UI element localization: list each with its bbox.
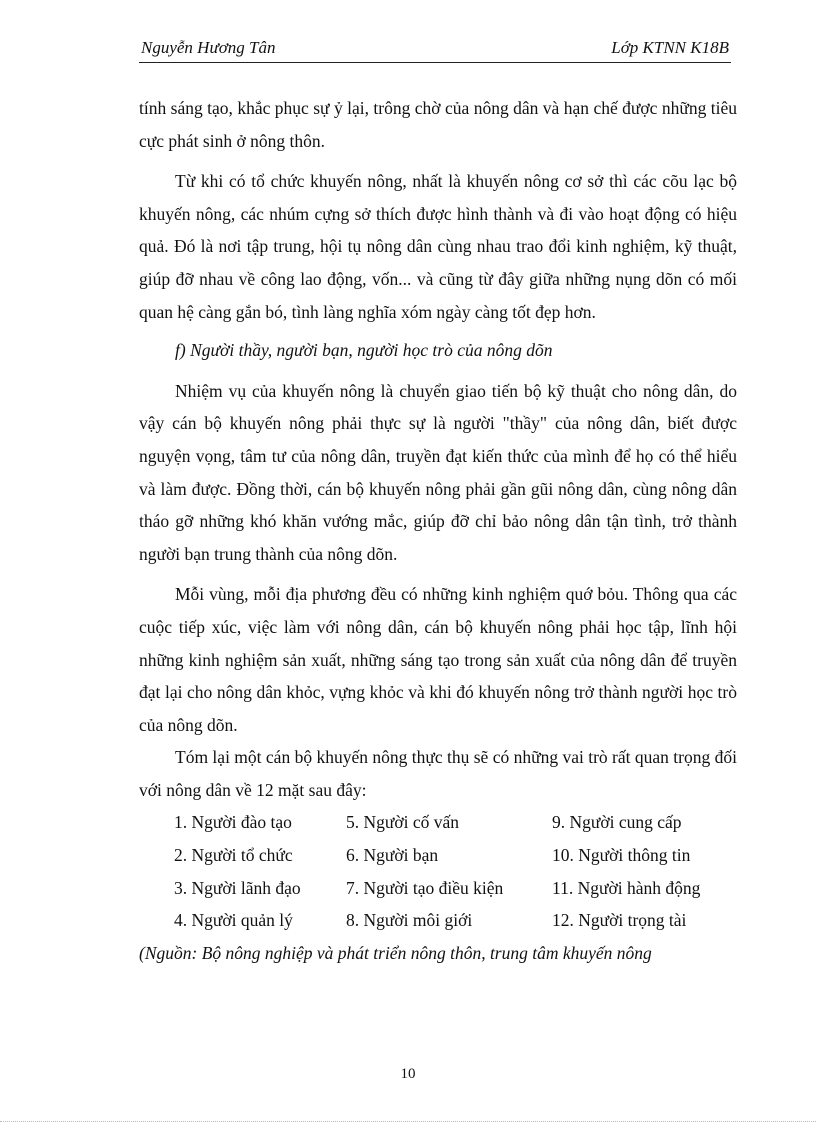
header-author: Nguyễn Hương Tân (141, 38, 276, 57)
role-item: 4. Người quản lý (174, 910, 293, 931)
role-item: 9. Người cung cấp (552, 812, 682, 833)
roles-row (174, 872, 737, 905)
roles-list (174, 806, 737, 936)
role-item: 10. Người thông tin (552, 845, 691, 866)
paragraph-1: tính sáng tạo, khắc phục sự ỷ lại, trông chờ của nông dân và hạn chế được những tiêu cực phát sinh ở nông thôn. (139, 98, 737, 151)
roles-row (174, 904, 737, 937)
role-item: 1. Người đào tạo (174, 812, 292, 833)
section-subheading: f) Người thầy, người bạn, người học trò của nông dõn (175, 340, 553, 361)
role-item: 6. Người bạn (346, 845, 439, 866)
role-item: 12. Người trọng tài (552, 910, 687, 931)
page-number: 10 (400, 1066, 416, 1082)
roles-row (174, 839, 737, 872)
document-body (139, 92, 737, 969)
role-item: 3. Người lãnh đạo (174, 877, 301, 898)
role-item: 5. Người cố vấn (346, 812, 460, 833)
page-header (139, 38, 731, 63)
role-item: 2. Người tổ chức (174, 845, 293, 866)
paragraph-2: Từ khi có tổ chức khuyến nông, nhất là khuyến nông cơ sở thì các cõu lạc bộ khuyến nông, các nhúm cựng sở thích được hình thành và đi vào hoạt động có hiệu quả. Đó là nơi tập trung, hội tụ nông dân cùng nhau trao đổi kinh nghiệm, kỹ thuật, giúp đỡ nhau về công lao động, vốn... và cũng từ đây giữa những nụng dõn có mối quan hệ càng gắn bó, tình làng nghĩa xóm ngày càng tốt đẹp hơn. (139, 171, 737, 322)
paragraph-4: Mỗi vùng, mỗi địa phương đều có những kinh nghiệm quớ bỏu. Thông qua các cuộc tiếp xúc, việc làm với nông dân, cán bộ khuyến nông phải học tập, lĩnh hội những kinh nghiệm sản xuất, những sáng tạo trong sản xuất của nông dân để truyền đạt lại cho nông dân khỏc, vựng khỏc và khi đó khuyến nông trở thành người học trò của nông dõn. (139, 584, 737, 735)
source-citation: (Nguồn: Bộ nông nghiệp và phát triển nông thôn, trung tâm khuyến nông (139, 942, 652, 963)
header-class: Lớp KTNN K18B (611, 38, 729, 57)
paragraph-3: Nhiệm vụ của khuyến nông là chuyển giao tiến bộ kỹ thuật cho nông dân, do vậy cán bộ khuyến nông phải thực sự là người "thầy" của nông dân, biết được nguyện vọng, tâm tư của nông dân, truyền đạt kiến thức của mình để họ có thể hiểu và làm được. Đồng thời, cán bộ khuyến nông phải gần gũi nông dân, cùng nông dân tháo gỡ những khó khăn vướng mắc, giúp đỡ chỉ bảo nông dân tận tình, trở thành người bạn trung thành của nông dõn. (139, 380, 737, 564)
role-item: 7. Người tạo điều kiện (346, 877, 504, 898)
roles-row (174, 806, 737, 839)
paragraph-5: Tóm lại một cán bộ khuyến nông thực thụ sẽ có những vai trò rất quan trọng đối với nông dân về 12 mặt sau đây: (139, 747, 737, 800)
role-item: 11. Người hành động (552, 877, 701, 898)
role-item: 8. Người môi giới (346, 910, 473, 931)
page-bottom-divider (0, 1121, 816, 1122)
